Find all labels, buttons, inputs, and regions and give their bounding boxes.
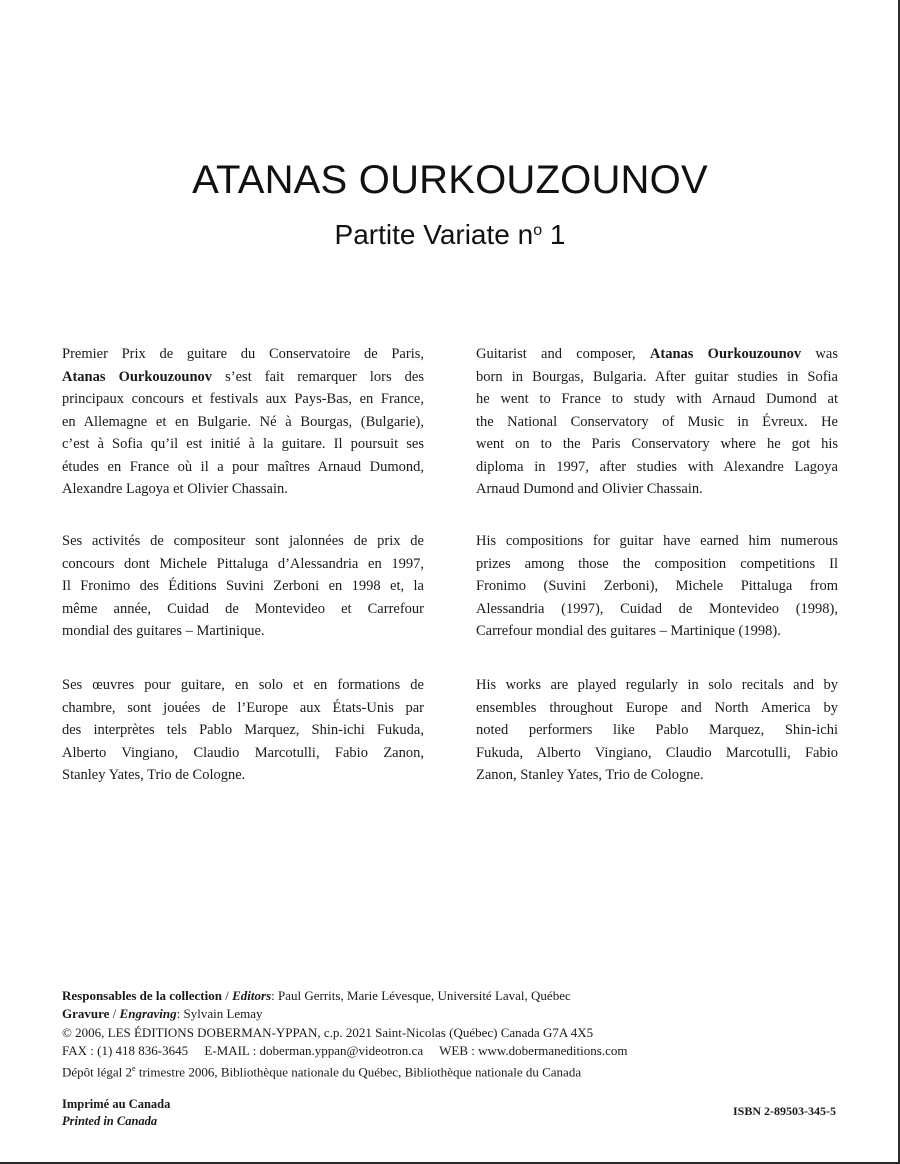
text-line: ensembles throughout Europe and North America by (476, 699, 838, 716)
text-line: Il Fronimo des Éditions Suvini Zerboni en 1998 et, la (62, 578, 424, 594)
text-line: Alberto Vingiano, Claudio Marcotulli, Fabio Zanon, (62, 744, 424, 761)
bio-en-paragraph-3 (476, 674, 838, 787)
bio-fr-paragraph-1 (62, 343, 424, 501)
text-line: mondial des guitares – Martinique. (62, 623, 265, 639)
text-line: Ses œuvres pour guitare, en solo et en formations de (62, 677, 424, 693)
text-line (62, 366, 424, 389)
engraving-label-fr: Gravure (62, 1006, 110, 1022)
legal-text: Dépôt légal 2 (62, 1064, 133, 1080)
composer-name-bold: Atanas Ourkouzounov (649, 346, 802, 362)
editors-value: : Paul Gerrits, Marie Lévesque, Université Laval, Québec (271, 988, 571, 1003)
engraving-value: : Sylvain Lemay (176, 1006, 263, 1022)
text-fragment: s’est fait remarquer lors des (212, 368, 424, 385)
text-line: même année, Cuidad de Montevideo et Carrefour (62, 600, 424, 617)
text-line: prizes among those the composition competitions Il (476, 555, 838, 572)
text-line: Arnaud Dumond and Olivier Chassain. (476, 481, 703, 497)
text-line: principaux concours et festivals aux Pays-Bas, en France, (62, 391, 424, 407)
bio-en-paragraph-1 (476, 343, 838, 501)
editors-label-en: Editors (232, 988, 272, 1003)
text-line: diploma in 1997, after studies with Alexandre Lagoya (476, 458, 838, 475)
bio-fr-paragraph-2 (62, 530, 424, 643)
printed-en: Printed in Canada (62, 1114, 158, 1128)
engraving-label-en: Engraving (119, 1006, 177, 1022)
text-line: Ses activités de compositeur sont jalonnées de prix de (62, 533, 424, 549)
publication-credits (62, 987, 627, 1082)
work-title-text: Partite Variate n (334, 219, 534, 250)
copyright-line: © 2006, LES ÉDITIONS DOBERMAN-YPPAN, c.p. 2021 Saint-Nicolas (Québec) Canada G7A 4X5 (62, 1024, 594, 1040)
text-line: His works are played regularly in solo recitals and by (476, 677, 838, 693)
text-line: born in Bourgas, Bulgaria. After guitar studies in Sofia (476, 368, 838, 385)
isbn: ISBN 2-89503-345-5 (732, 1104, 836, 1118)
bio-en-paragraph-2 (476, 530, 838, 643)
text-line: Alexandre Lagoya et Olivier Chassain. (62, 481, 288, 497)
text-line (476, 343, 838, 366)
legal-text: trimestre 2006, Bibliothèque nationale du Québec, Bibliothèque nationale du Canada (135, 1064, 582, 1080)
printed-in (62, 1096, 170, 1130)
work-number: 1 (542, 219, 566, 250)
text-line: Stanley Yates, Trio de Cologne. (62, 767, 246, 783)
bio-fr-paragraph-3 (62, 674, 424, 787)
text-line: Premier Prix de guitare du Conservatoire de Paris, (62, 346, 424, 362)
editors-label-fr: Responsables de la collection (62, 988, 222, 1003)
separator: / (109, 1006, 120, 1022)
text-line: noted performers like Pablo Marquez, Shin-ichi (476, 722, 838, 738)
text-line: chambre, sont jouées de l’Europe aux États-Unis par (62, 699, 424, 716)
work-number-superscript: o (533, 222, 543, 239)
text-line: the National Conservatory of Music in Évreux. He (476, 413, 838, 430)
legal-deposit-line (62, 1060, 627, 1082)
editors-line (62, 987, 627, 1005)
engraving-line (62, 1005, 627, 1023)
text-line: His compositions for guitar have earned him numerous (476, 533, 838, 549)
text-line: Alessandria (1997), Cuidad de Montevideo (1998), (476, 600, 838, 617)
composer-name: ATANAS OURKOUZOUNOV (192, 158, 708, 202)
text-line: en Allemagne et en Bulgarie. Né à Bourgas, (Bulgarie), (62, 413, 424, 430)
text-line: c’est à Sofia qu’il est initié à la guitare. Il poursuit ses (62, 436, 424, 452)
text-line: he went to France to study with Arnaud Dumond at (476, 391, 838, 407)
text-line: Fukuda, Alberto Vingiano, Claudio Marcotulli, Fabio (476, 744, 838, 761)
legal-superscript: e (132, 1064, 136, 1074)
contact-line: FAX : (1) 418 836-3645 E-MAIL : doberman.yppan@videotron.ca WEB : www.dobermaneditions.com (62, 1042, 628, 1058)
work-title (0, 219, 900, 251)
text-fragment: Guitarist and composer, (476, 346, 650, 362)
printed-fr: Imprimé au Canada (62, 1097, 171, 1111)
text-line: Fronimo (Suvini Zerboni), Michele Pittaluga from (476, 578, 838, 594)
separator: / (221, 988, 233, 1003)
text-line: concours dont Michele Pittaluga d’Alessandria en 1997, (62, 555, 424, 572)
text-line: Carrefour mondial des guitares – Martinique (1998). (476, 623, 781, 639)
text-line: études en France où il a pour maîtres Arnaud Dumond, (62, 458, 424, 475)
text-line: Zanon, Stanley Yates, Trio de Cologne. (476, 767, 704, 783)
composer-name-bold: Atanas Ourkouzounov (62, 368, 213, 385)
text-line: went on to the Paris Conservatory where he got his (476, 436, 838, 452)
text-line: des interprètes tels Pablo Marquez, Shin-ichi Fukuda, (62, 722, 424, 738)
text-fragment: was (801, 346, 838, 362)
